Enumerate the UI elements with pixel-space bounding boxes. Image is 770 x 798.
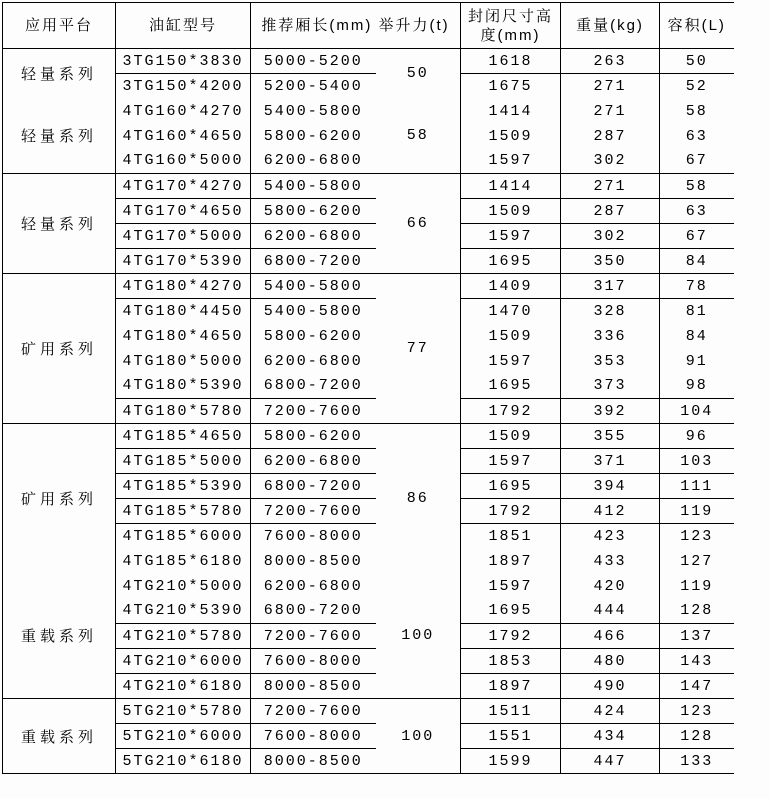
model-cell: 4TG180*5390 <box>116 374 251 399</box>
box-length-cell: 5400-5800 <box>251 174 376 199</box>
closed-height-cell: 1597 <box>461 349 561 374</box>
weight-cell: 434 <box>561 724 660 749</box>
volume-cell: 119 <box>660 574 734 599</box>
closed-height-cell: 1551 <box>461 724 561 749</box>
table-row <box>3 424 734 449</box>
volume-cell: 111 <box>660 474 734 499</box>
volume-cell: 128 <box>660 724 734 749</box>
weight-cell: 353 <box>561 349 660 374</box>
closed-height-cell: 1509 <box>461 424 561 449</box>
volume-cell: 133 <box>660 749 734 774</box>
platform-cell: 轻量系列 <box>20 66 97 84</box>
model-cell: 4TG185*6000 <box>116 524 251 549</box>
volume-cell: 147 <box>660 674 734 699</box>
weight-cell: 271 <box>561 74 660 99</box>
lift-force-cell: 100 <box>376 699 461 774</box>
box-length-cell: 8000-8500 <box>251 749 376 774</box>
box-length-cell: 6200-6800 <box>251 574 376 599</box>
model-cell: 4TG170*5000 <box>116 224 251 249</box>
box-length-cell: 7600-8000 <box>251 724 376 749</box>
model-cell: 4TG160*4270 <box>116 99 251 124</box>
model-cell: 4TG185*6180 <box>116 549 251 574</box>
box-length-cell: 7600-8000 <box>251 649 376 674</box>
volume-cell: 84 <box>660 249 734 274</box>
weight-cell: 328 <box>561 299 660 324</box>
closed-height-cell: 1509 <box>461 199 561 224</box>
volume-cell: 96 <box>660 424 734 449</box>
box-length-cell: 8000-8500 <box>251 549 376 574</box>
weight-cell: 302 <box>561 224 660 249</box>
weight-cell: 350 <box>561 249 660 274</box>
volume-cell: 58 <box>660 174 734 199</box>
model-cell: 4TG160*4650 <box>116 124 251 149</box>
volume-cell: 104 <box>660 399 734 424</box>
volume-cell: 78 <box>660 274 734 299</box>
closed-height-cell: 1599 <box>461 749 561 774</box>
box-length-cell: 7200-7600 <box>251 399 376 424</box>
lift-force-cell: 86 <box>406 490 429 508</box>
weight-cell: 271 <box>561 99 660 124</box>
closed-height-cell: 1792 <box>461 624 561 649</box>
model-cell: 4TG180*4650 <box>116 324 251 349</box>
volume-cell: 143 <box>660 649 734 674</box>
weight-cell: 433 <box>561 549 660 574</box>
volume-cell: 63 <box>660 124 734 149</box>
platform-cell: 轻量系列 <box>3 174 116 274</box>
closed-height-cell: 1695 <box>461 599 561 624</box>
model-cell: 4TG210*6180 <box>116 674 251 699</box>
closed-height-cell: 1470 <box>461 299 561 324</box>
box-length-cell: 6800-7200 <box>251 249 376 274</box>
weight-cell: 287 <box>561 199 660 224</box>
model-cell: 4TG210*5780 <box>116 624 251 649</box>
box-length-cell: 6800-7200 <box>251 474 376 499</box>
weight-cell: 336 <box>561 324 660 349</box>
closed-height-cell: 1597 <box>461 149 561 174</box>
model-cell: 4TG170*4270 <box>116 174 251 199</box>
box-length-cell: 7200-7600 <box>251 624 376 649</box>
weight-cell: 317 <box>561 274 660 299</box>
volume-cell: 50 <box>660 49 734 74</box>
model-cell: 4TG180*5780 <box>116 399 251 424</box>
table-body <box>3 49 734 774</box>
weight-cell: 490 <box>561 674 660 699</box>
closed-height-cell: 1597 <box>461 574 561 599</box>
model-cell: 4TG160*5000 <box>116 149 251 174</box>
weight-cell: 287 <box>561 124 660 149</box>
weight-cell: 271 <box>561 174 660 199</box>
model-cell: 4TG210*6000 <box>116 649 251 674</box>
table-row <box>3 274 734 299</box>
volume-cell: 67 <box>660 149 734 174</box>
platform-cell: 轻量系列 <box>3 99 116 174</box>
volume-cell: 103 <box>660 449 734 474</box>
box-length-cell: 6800-7200 <box>251 599 376 624</box>
volume-cell: 128 <box>660 599 734 624</box>
volume-cell: 81 <box>660 299 734 324</box>
platform-cell: 重载系列 <box>3 699 116 774</box>
closed-height-cell: 1414 <box>461 99 561 124</box>
closed-height-cell: 1597 <box>461 224 561 249</box>
header-weight: 重量(kg) <box>561 3 660 49</box>
lift-force-cell: 100 <box>376 574 461 699</box>
volume-cell: 98 <box>660 374 734 399</box>
model-cell: 4TG185*5780 <box>116 499 251 524</box>
model-cell: 4TG170*5390 <box>116 249 251 274</box>
header-volume: 容积(L) <box>660 3 734 49</box>
box-length-cell: 5400-5800 <box>251 299 376 324</box>
closed-height-cell: 1897 <box>461 549 561 574</box>
box-length-cell: 7200-7600 <box>251 499 376 524</box>
box-length-cell: 8000-8500 <box>251 674 376 699</box>
model-cell: 4TG185*4650 <box>116 424 251 449</box>
weight-cell: 355 <box>561 424 660 449</box>
model-cell: 4TG185*5000 <box>116 449 251 474</box>
lift-force-cell: 66 <box>376 174 461 274</box>
closed-height-cell: 1409 <box>461 274 561 299</box>
model-cell: 4TG180*4450 <box>116 299 251 324</box>
model-cell: 4TG180*4270 <box>116 274 251 299</box>
closed-height-cell: 1675 <box>461 74 561 99</box>
model-cell: 4TG180*5000 <box>116 349 251 374</box>
box-length-cell: 6200-6800 <box>251 349 376 374</box>
closed-height-cell: 1695 <box>461 374 561 399</box>
platform-cell: 重载系列 <box>3 574 116 699</box>
header-closed-height: 封闭尺寸高度(mm) <box>461 3 561 49</box>
lift-force-cell: 50 <box>406 65 429 83</box>
box-length-cell: 5400-5800 <box>251 274 376 299</box>
box-length-cell: 5800-6200 <box>251 324 376 349</box>
volume-cell: 127 <box>660 549 734 574</box>
closed-height-cell: 1851 <box>461 524 561 549</box>
closed-height-cell: 1897 <box>461 674 561 699</box>
closed-height-cell: 1853 <box>461 649 561 674</box>
weight-cell: 444 <box>561 599 660 624</box>
model-cell: 3TG150*4200 <box>116 74 251 99</box>
weight-cell: 302 <box>561 149 660 174</box>
closed-height-cell: 1414 <box>461 174 561 199</box>
weight-cell: 371 <box>561 449 660 474</box>
box-length-cell: 5800-6200 <box>251 424 376 449</box>
weight-cell: 466 <box>561 624 660 649</box>
closed-height-cell: 1509 <box>461 324 561 349</box>
platform-cell: 矿用系列 <box>3 274 116 424</box>
volume-cell: 63 <box>660 199 734 224</box>
weight-cell: 412 <box>561 499 660 524</box>
box-length-cell: 5200-5400 <box>251 74 376 99</box>
model-cell: 4TG210*5390 <box>116 599 251 624</box>
box-length-cell: 6200-6800 <box>251 449 376 474</box>
volume-cell: 137 <box>660 624 734 649</box>
header-box-and-lift: 推荐厢长(mm) 举升力(t) <box>251 3 461 49</box>
header-row <box>3 3 734 49</box>
table-row <box>3 699 734 724</box>
closed-height-cell: 1618 <box>461 49 561 74</box>
box-length-cell: 5400-5800 <box>251 99 376 124</box>
model-cell: 4TG170*4650 <box>116 199 251 224</box>
closed-height-cell: 1695 <box>461 249 561 274</box>
volume-cell: 91 <box>660 349 734 374</box>
model-cell: 5TG210*6000 <box>116 724 251 749</box>
weight-cell: 423 <box>561 524 660 549</box>
table-row <box>3 49 734 74</box>
model-cell: 3TG150*3830 <box>116 49 251 74</box>
weight-cell: 263 <box>561 49 660 74</box>
volume-cell: 52 <box>660 74 734 99</box>
weight-cell: 394 <box>561 474 660 499</box>
table-header <box>3 3 734 49</box>
volume-cell: 123 <box>660 524 734 549</box>
box-length-cell: 6200-6800 <box>251 224 376 249</box>
platform-cell: 矿用系列 <box>20 491 97 509</box>
weight-cell: 480 <box>561 649 660 674</box>
volume-cell: 58 <box>660 99 734 124</box>
box-length-cell: 6800-7200 <box>251 374 376 399</box>
box-length-cell: 5800-6200 <box>251 124 376 149</box>
lift-force-cell: 77 <box>376 274 461 424</box>
closed-height-cell: 1511 <box>461 699 561 724</box>
header-platform: 应用平台 <box>3 3 116 49</box>
box-length-cell: 7600-8000 <box>251 524 376 549</box>
volume-cell: 84 <box>660 324 734 349</box>
box-length-cell: 6200-6800 <box>251 149 376 174</box>
volume-cell: 119 <box>660 499 734 524</box>
weight-cell: 373 <box>561 374 660 399</box>
volume-cell: 123 <box>660 699 734 724</box>
weight-cell: 420 <box>561 574 660 599</box>
model-cell: 4TG185*5390 <box>116 474 251 499</box>
closed-height-cell: 1792 <box>461 399 561 424</box>
closed-height-cell: 1695 <box>461 474 561 499</box>
weight-cell: 424 <box>561 699 660 724</box>
box-length-cell: 5000-5200 <box>251 49 376 74</box>
weight-cell: 392 <box>561 399 660 424</box>
header-model: 油缸型号 <box>116 3 251 49</box>
cylinder-spec-table <box>2 2 734 774</box>
closed-height-cell: 1597 <box>461 449 561 474</box>
model-cell: 5TG210*5780 <box>116 699 251 724</box>
box-length-cell: 5800-6200 <box>251 199 376 224</box>
model-cell: 4TG210*5000 <box>116 574 251 599</box>
lift-force-cell: 58 <box>376 99 461 174</box>
model-cell: 5TG210*6180 <box>116 749 251 774</box>
table-row <box>3 174 734 199</box>
closed-height-cell: 1509 <box>461 124 561 149</box>
closed-height-cell: 1792 <box>461 499 561 524</box>
weight-cell: 447 <box>561 749 660 774</box>
table-row <box>3 99 734 124</box>
table-row <box>3 574 734 599</box>
box-length-cell: 7200-7600 <box>251 699 376 724</box>
volume-cell: 67 <box>660 224 734 249</box>
